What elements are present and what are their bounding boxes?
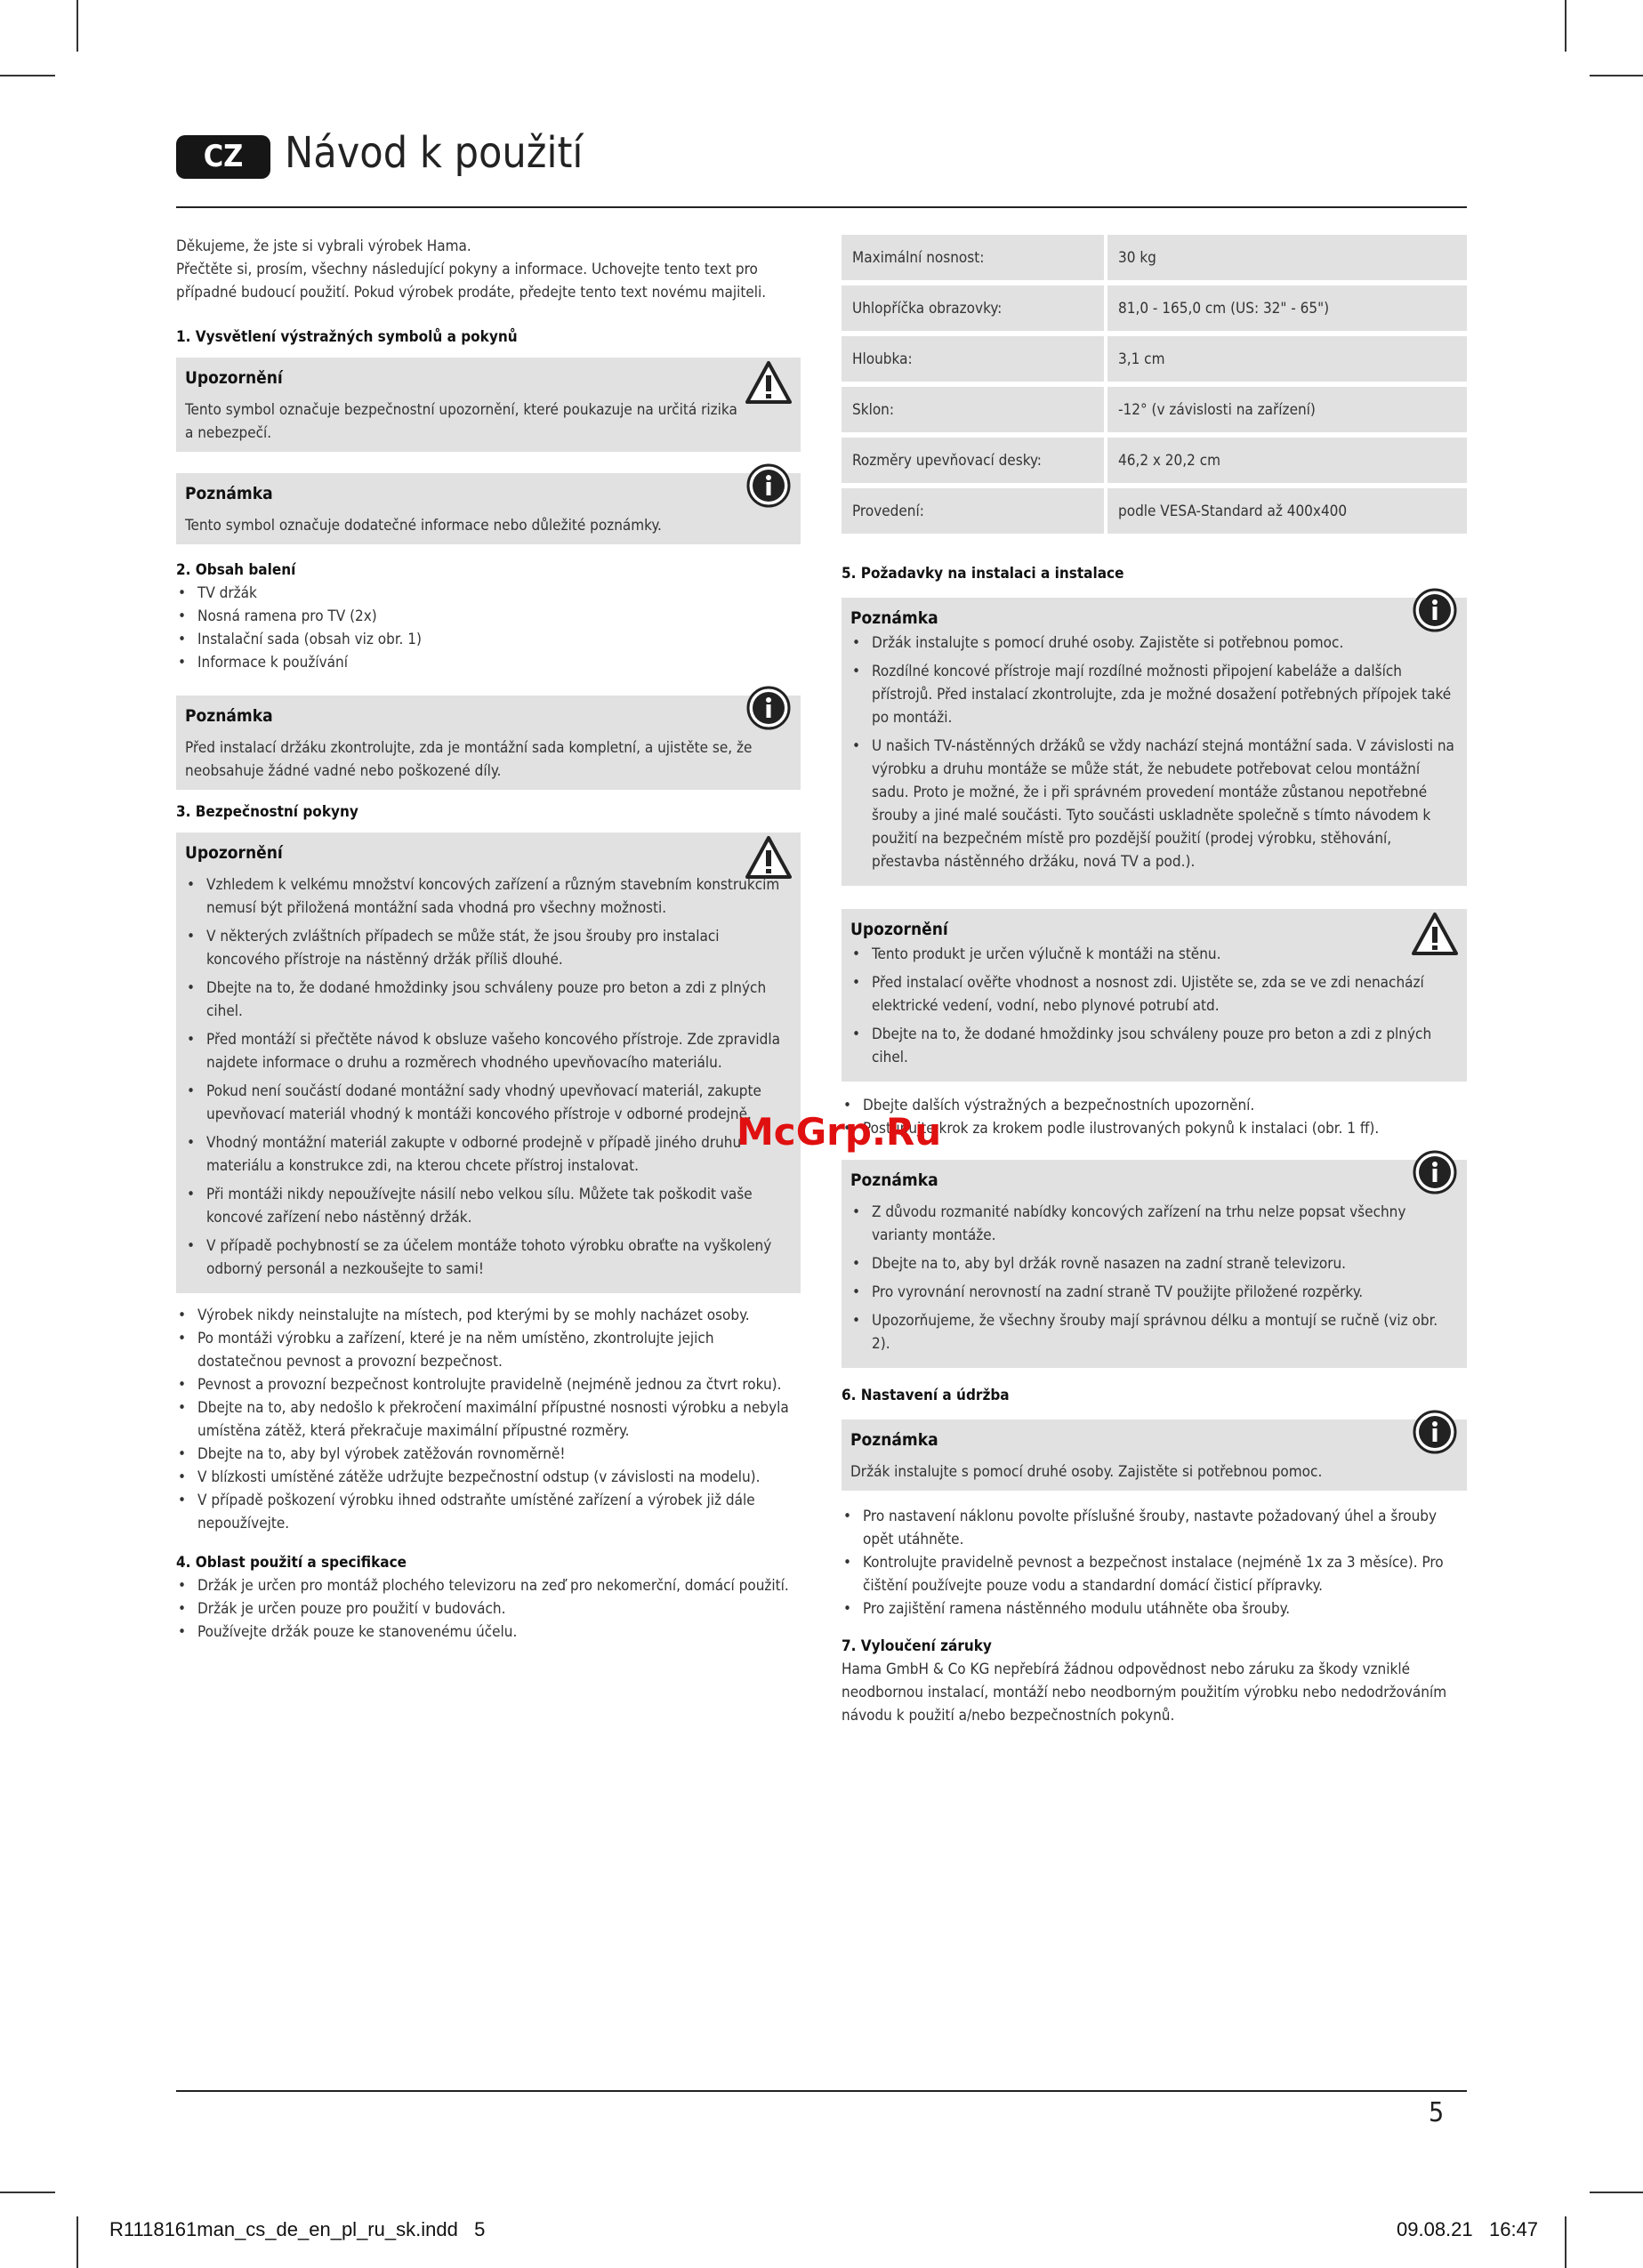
section-heading: 5. Požadavky na instalaci a instalace: [842, 565, 1124, 583]
info-icon: [1412, 587, 1458, 633]
info-icon: [745, 462, 792, 509]
spec-key: Sklon:: [842, 387, 1107, 432]
box-title: Poznámka: [850, 608, 938, 628]
footer-date: 09.08.21 16:47: [1397, 2218, 1539, 2240]
warning-box: [176, 832, 801, 1293]
package-list: [176, 582, 801, 674]
crop-mark: [0, 2192, 55, 2193]
list-item: • Dbejte na to, aby byl výrobek zatěžován rovnoměrně!: [176, 1443, 801, 1466]
box-text: Před instalací držáku zkontrolujte, zda je montážní sada kompletní, a ujistěte se, že neobsahuje žádné vadné nebo poškozené díly.: [185, 739, 753, 780]
box-title: Poznámka: [850, 1430, 938, 1450]
crop-mark: [1590, 2192, 1643, 2193]
box-title: Upozornění: [185, 843, 283, 863]
spec-value: 81,0 - 165,0 cm (US: 32" - 65"): [1107, 286, 1467, 331]
maintenance-list: [842, 1505, 1467, 1621]
list-item: • Nosná ramena pro TV (2x): [176, 605, 801, 628]
note-box: [842, 1420, 1467, 1491]
spec-value: 30 kg: [1107, 235, 1467, 280]
crop-mark: [1590, 75, 1643, 76]
warranty-text: Hama GmbH & Co KG nepřebírá žádnou odpovědnost nebo záruku za škody vzniklé neodbornou instalací, montáží nebo neodborným použitím výrobku nebo nedodržováním návodu k použití a/nebo bezpečnostních pokynů.: [842, 1661, 1447, 1725]
box-text: Tento symbol označuje dodatečné informace nebo důležité poznámky.: [185, 517, 662, 535]
list-item: • Pevnost a provozní bezpečnost kontrolujte pravidelně (nejméně jednou za čtvrt roku).: [176, 1373, 801, 1396]
spec-key: Provedení:: [842, 488, 1107, 534]
section-heading: 3. Bezpečnostní pokyny: [176, 803, 358, 821]
list-item: • Dbejte na to, že dodané hmoždinky jsou schváleny pouze pro beton a zdi z plných cihel.: [185, 977, 792, 1023]
section-heading: 6. Nastavení a údržba: [842, 1387, 1010, 1404]
spec-key: Uhlopříčka obrazovky:: [842, 286, 1107, 331]
list-item: • Používejte držák pouze ke stanovenému účelu.: [176, 1621, 801, 1644]
list-item: • Pro vyrovnání nerovností na zadní straně TV použijte přiložené rozpěrky.: [850, 1281, 1458, 1304]
list-item: • V některých zvláštních případech se může stát, že jsou šrouby pro instalaci koncového přístroje na nástěnný držák příliš dlouhé.: [185, 925, 792, 971]
page-title: Návod k použití: [285, 128, 584, 178]
list-item: • Vzhledem k velkému množství koncových zařízení a různým stavebním konstrukcím nemusí být přiložená montážní sada vhodná pro všechny možnosti.: [185, 873, 792, 920]
intro-line: Přečtěte si, prosím, všechny následující pokyny a informace. Uchovejte tento text pro případné budoucí použití. Pokud výrobek prodáte, předejte tento text novému majiteli.: [176, 261, 767, 302]
section-heading: 4. Oblast použití a specifikace: [176, 1554, 407, 1572]
list-item: • TV držák: [176, 582, 801, 605]
note-box: [176, 696, 801, 790]
note-box: [842, 1160, 1467, 1368]
left-column: [176, 235, 801, 1644]
spec-value: 3,1 cm: [1107, 336, 1467, 382]
list-item: • Po montáži výrobku a zařízení, které je na něm umístěno, zkontrolujte jejich dostatečnou pevnost a provozní bezpečnost.: [176, 1327, 801, 1373]
section-heading: 1. Vysvětlení výstražných symbolů a pokynů: [176, 328, 518, 346]
list-item: • Držák instalujte s pomocí druhé osoby. Zajistěte si potřebnou pomoc.: [850, 631, 1458, 655]
box-title: Upozornění: [850, 920, 948, 939]
installation-note-list: [850, 631, 1458, 873]
list-item: • Držák je určen pouze pro použití v budovách.: [176, 1597, 801, 1621]
intro-line: Děkujeme, že jste si vybrali výrobek Hama.: [176, 237, 471, 255]
right-column: [842, 235, 1467, 1727]
list-item: • Vhodný montážní materiál zakupte v odborné prodejně v případě jiného druhu materiálu a konstrukce zdi, na kterou chcete přístroj instalovat.: [185, 1131, 792, 1178]
spec-key: Hloubka:: [842, 336, 1107, 382]
watermark: McGrp.Ru: [737, 1110, 942, 1154]
table-row: [842, 286, 1467, 331]
mounting-note-list: [850, 1201, 1458, 1355]
list-item: • V případě pochybností se za účelem montáže tohoto výrobku obraťte na vyškolený odborný personál a nezkoušejte to sami!: [185, 1235, 792, 1281]
box-text: Držák instalujte s pomocí druhé osoby. Zajistěte si potřebnou pomoc.: [850, 1463, 1323, 1481]
footer-rule: [176, 2090, 1467, 2092]
info-icon: [1412, 1409, 1458, 1455]
box-title: Poznámka: [185, 706, 273, 726]
list-item: • Držák je určen pro montáž plochého televizoru na zeď pro nekomerční, domácí použití.: [176, 1574, 801, 1597]
list-item: • Dbejte dalších výstražných a bezpečnostních upozornění.: [842, 1094, 1467, 1117]
note-box: [842, 598, 1467, 886]
list-item: • Tento produkt je určen výlučně k montáži na stěnu.: [850, 943, 1458, 966]
list-item: • Informace k používání: [176, 651, 801, 674]
safety-list: [176, 1304, 801, 1535]
table-row: [842, 488, 1467, 534]
section-heading: 2. Obsah balení: [176, 561, 296, 579]
crop-mark: [1565, 2216, 1566, 2268]
list-item: • Rozdílné koncové přístroje mají rozdílné možnosti připojení kabeláže a dalších přístrojů. Před instalací zkontrolujte, zda je možné dosažení potřebných přípojek také po montáži.: [850, 660, 1458, 729]
info-icon: [1412, 1149, 1458, 1195]
list-item: • Před instalací ověřte vhodnost a nosnost zdi. Ujistěte se, zda se ve zdi nenachází elektrické vedení, vodní, nebo plynové potrubí atd.: [850, 971, 1458, 1017]
table-row: [842, 438, 1467, 483]
note-box: [176, 473, 801, 544]
page-number: 5: [1429, 2097, 1445, 2128]
info-icon: [745, 685, 792, 731]
list-item: • Dbejte na to, aby byl držák rovně nasazen na zadní straně televizoru.: [850, 1252, 1458, 1275]
warning-box: [842, 909, 1467, 1082]
list-item: • U našich TV-nástěnných držáků se vždy nachází stejná montážní sada. V závislosti na výrobku a druhu montáže se může stát, že nebudete potřebovat celou montážní sadu. Proto je možné, že i při správném provedení montáže zůstanou nepotřebné šrouby a jiné malé součásti. Tyto součásti uskladněte společně s tímto návodem k použití na bezpečném místě pro pozdější použití (prodej výrobku, stěhování, přestavba nástěnného držáku, nová TV a pod.).: [850, 735, 1458, 873]
list-item: • Dbejte na to, aby nedošlo k překročení maximální přípustné nosnosti výrobku a nebyla umístěna zátěž, která překračuje maximální přípustné rozměry.: [176, 1396, 801, 1443]
list-item: • Z důvodu rozmanité nabídky koncových zařízení na trhu nelze popsat všechny varianty montáže.: [850, 1201, 1458, 1247]
list-item: • Dbejte na to, že dodané hmoždinky jsou schváleny pouze pro beton a zdi z plných cihel.: [850, 1023, 1458, 1069]
page-header: [176, 128, 1467, 208]
list-item: • Pokud není součástí dodané montážní sady vhodný upevňovací materiál, zakupte upevňovací materiál vhodný k montáži koncového přístroje v odborné prodejně.: [185, 1080, 792, 1126]
usage-list: [176, 1574, 801, 1644]
list-item: • Upozorňujeme, že všechny šrouby mají správnou délku a montují se ručně (viz obr. 2).: [850, 1309, 1458, 1355]
list-item: • V případě poškození výrobku ihned odstraňte umístěné zařízení a výrobek již dále nepoužívejte.: [176, 1489, 801, 1535]
list-item: • Pro zajištění ramena nástěnného modulu utáhněte oba šrouby.: [842, 1597, 1467, 1621]
footer-filename: R1118161man_cs_de_en_pl_ru_sk.indd 5: [109, 2218, 486, 2240]
spec-value: -12° (v závislosti na zařízení): [1107, 387, 1467, 432]
list-item: • Při montáži nikdy nepoužívejte násilí nebo velkou sílu. Můžete tak poškodit vaše koncové zařízení nebo nástěnný držák.: [185, 1183, 792, 1229]
box-title: Poznámka: [850, 1170, 938, 1190]
safety-warning-list: [185, 873, 792, 1281]
table-row: [842, 336, 1467, 382]
box-text: Tento symbol označuje bezpečnostní upozornění, které poukazuje na určitá rizika a nebezpečí.: [185, 401, 737, 442]
section-heading: 7. Vyloučení záruky: [842, 1637, 992, 1655]
list-item: • Výrobek nikdy neinstalujte na místech, pod kterými by se mohly nacházet osoby.: [176, 1304, 801, 1327]
list-item: • Před montáží si přečtěte návod k obsluze vašeho koncového přístroje. Zde zpravidla najdete informace o druhu a rozměrech vhodného upevňovacího materiálu.: [185, 1028, 792, 1074]
warning-icon: [745, 359, 792, 406]
spec-value: 46,2 x 20,2 cm: [1107, 438, 1467, 483]
table-row: [842, 235, 1467, 280]
list-item: • Kontrolujte pravidelně pevnost a bezpečnost instalace (nejméně 1x za 3 měsíce). Pro čištění používejte pouze vodu a standardní domácí čisticí přípravky.: [842, 1551, 1467, 1597]
box-title: Poznámka: [185, 484, 273, 503]
spec-key: Maximální nosnost:: [842, 235, 1107, 280]
warning-box: [176, 358, 801, 452]
language-badge: CZ: [176, 135, 270, 179]
list-item: • Postupujte krok za krokem podle ilustrovaných pokynů k instalaci (obr. 1 ff).: [842, 1117, 1467, 1140]
crop-mark: [0, 75, 55, 76]
crop-mark: [77, 0, 78, 52]
installation-warning-list: [850, 943, 1458, 1069]
crop-mark: [1565, 0, 1566, 52]
box-title: Upozornění: [185, 368, 283, 388]
list-item: • Pro nastavení náklonu povolte příslušné šrouby, nastavte požadovaný úhel a šrouby opět utáhněte.: [842, 1505, 1467, 1551]
spec-value: podle VESA-Standard až 400x400: [1107, 488, 1467, 534]
list-item: • V blízkosti umístěné zátěže udržujte bezpečnostní odstup (v závislosti na modelu).: [176, 1466, 801, 1489]
spec-key: Rozměry upevňovací desky:: [842, 438, 1107, 483]
crop-mark: [77, 2216, 78, 2268]
spec-table: [842, 229, 1467, 539]
table-row: [842, 387, 1467, 432]
list-item: • Instalační sada (obsah viz obr. 1): [176, 628, 801, 651]
